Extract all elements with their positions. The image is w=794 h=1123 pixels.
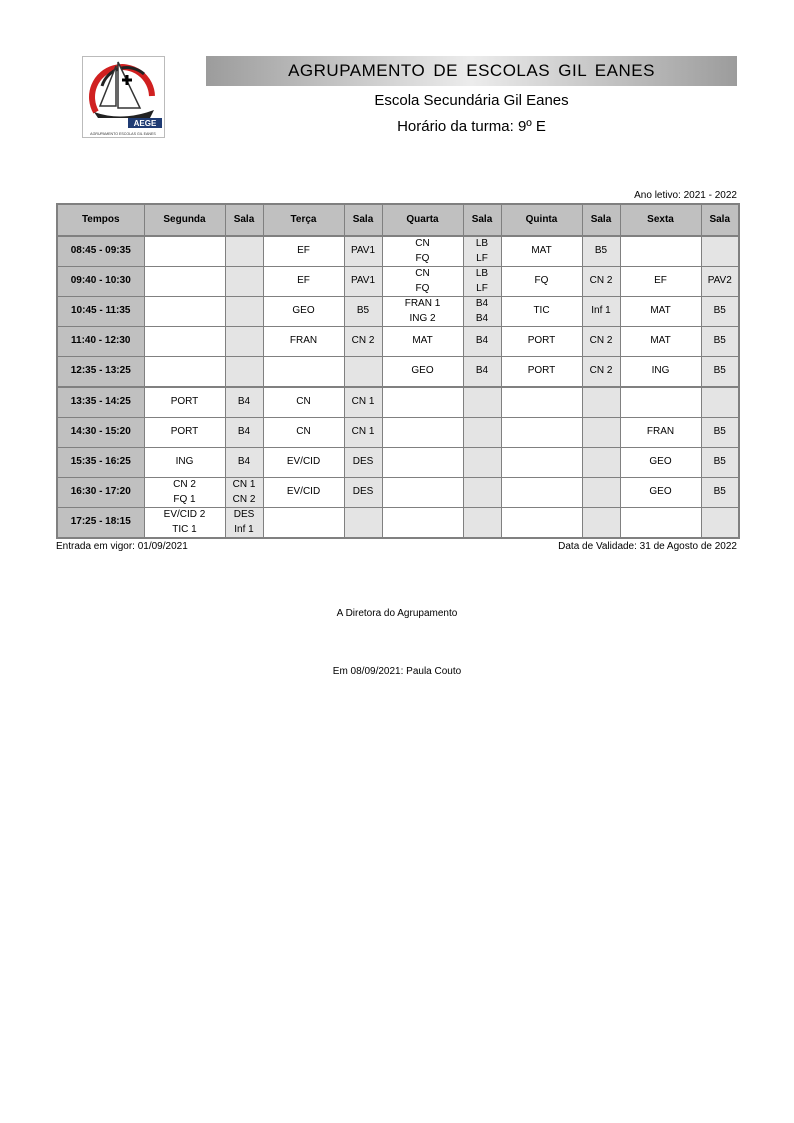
time-slot: 11:40 - 12:30 <box>57 327 144 357</box>
room-cell: LB LF <box>463 267 501 297</box>
subject-cell <box>263 508 344 539</box>
subject-cell: EF <box>263 267 344 297</box>
subject-cell: ING <box>620 357 701 388</box>
subject-cell: EF <box>620 267 701 297</box>
subject-cell <box>501 508 582 539</box>
table-row <box>57 418 739 448</box>
room-cell: B5 <box>344 297 382 327</box>
time-slot: 17:25 - 18:15 <box>57 508 144 539</box>
room-cell: B4 <box>225 448 263 478</box>
room-cell: CN 2 <box>582 357 620 388</box>
time-slot: 10:45 - 11:35 <box>57 297 144 327</box>
table-row <box>57 387 739 418</box>
start-date: Entrada em vigor: 01/09/2021 <box>56 541 188 552</box>
column-header: Sala <box>582 204 620 236</box>
room-cell <box>701 236 739 267</box>
subject-cell <box>144 357 225 388</box>
subject-cell <box>144 236 225 267</box>
room-cell <box>582 508 620 539</box>
header-row <box>57 204 739 236</box>
room-cell <box>582 418 620 448</box>
subject-cell: MAT <box>620 297 701 327</box>
time-slot: 09:40 - 10:30 <box>57 267 144 297</box>
room-cell <box>225 357 263 388</box>
column-header: Quarta <box>382 204 463 236</box>
room-cell: B5 <box>582 236 620 267</box>
signature-line: Em 08/09/2021: Paula Couto <box>332 666 462 677</box>
room-cell: B5 <box>701 357 739 388</box>
room-cell: B5 <box>701 448 739 478</box>
subject-cell: EV/CID <box>263 478 344 508</box>
subject-cell: PORT <box>501 327 582 357</box>
subject-cell: CN 2 FQ 1 <box>144 478 225 508</box>
column-header: Terça <box>263 204 344 236</box>
room-cell: B5 <box>701 297 739 327</box>
subject-cell <box>501 448 582 478</box>
room-cell: B4 <box>225 387 263 418</box>
subject-cell <box>382 418 463 448</box>
subject-cell <box>144 297 225 327</box>
column-header: Sexta <box>620 204 701 236</box>
time-slot: 16:30 - 17:20 <box>57 478 144 508</box>
room-cell: CN 2 <box>582 267 620 297</box>
subject-cell: FRAN 1 ING 2 <box>382 297 463 327</box>
room-cell: B5 <box>701 418 739 448</box>
room-cell <box>463 448 501 478</box>
room-cell: CN 1 <box>344 418 382 448</box>
room-cell: B4 B4 <box>463 297 501 327</box>
subject-cell: CN FQ <box>382 236 463 267</box>
column-header: Quinta <box>501 204 582 236</box>
column-header: Sala <box>701 204 739 236</box>
subject-cell: MAT <box>620 327 701 357</box>
room-cell <box>225 236 263 267</box>
subject-cell: EV/CID <box>263 448 344 478</box>
subject-cell <box>144 267 225 297</box>
room-cell: PAV1 <box>344 236 382 267</box>
logo-subtext: AGRUPAMENTO ESCOLAS GIL EANES <box>90 132 156 136</box>
room-cell <box>344 357 382 388</box>
subject-cell: GEO <box>263 297 344 327</box>
director-label: A Diretora do Agrupamento <box>336 608 458 619</box>
room-cell <box>701 387 739 418</box>
table-row <box>57 448 739 478</box>
room-cell <box>463 508 501 539</box>
subject-cell <box>620 508 701 539</box>
time-slot: 14:30 - 15:20 <box>57 418 144 448</box>
table-row <box>57 508 739 539</box>
room-cell: B4 <box>225 418 263 448</box>
room-cell: B5 <box>701 327 739 357</box>
school-year: Ano letivo: 2021 - 2022 <box>634 190 737 201</box>
room-cell <box>463 478 501 508</box>
subject-cell: CN <box>263 387 344 418</box>
column-header: Sala <box>225 204 263 236</box>
room-cell <box>463 418 501 448</box>
subject-cell: PORT <box>144 387 225 418</box>
subject-cell: PORT <box>501 357 582 388</box>
subject-cell: TIC <box>501 297 582 327</box>
room-cell <box>701 508 739 539</box>
subject-cell <box>501 418 582 448</box>
subject-cell: PORT <box>144 418 225 448</box>
room-cell: B4 <box>463 357 501 388</box>
subject-cell: MAT <box>382 327 463 357</box>
column-header: Segunda <box>144 204 225 236</box>
subject-cell: FRAN <box>620 418 701 448</box>
table-row <box>57 327 739 357</box>
time-slot: 13:35 - 14:25 <box>57 387 144 418</box>
room-cell: Inf 1 <box>582 297 620 327</box>
room-cell <box>463 387 501 418</box>
subject-cell: FQ <box>501 267 582 297</box>
room-cell: PAV1 <box>344 267 382 297</box>
room-cell <box>225 267 263 297</box>
column-header: Sala <box>344 204 382 236</box>
subject-cell: GEO <box>382 357 463 388</box>
table-row <box>57 267 739 297</box>
validity-date: Data de Validade: 31 de Agosto de 2022 <box>558 541 737 552</box>
room-cell <box>582 478 620 508</box>
column-header: Tempos <box>57 204 144 236</box>
subject-cell <box>382 387 463 418</box>
room-cell: DES <box>344 478 382 508</box>
subject-cell <box>382 448 463 478</box>
logo-text: AEGE <box>133 119 157 128</box>
subject-cell <box>620 387 701 418</box>
room-cell: CN 2 <box>344 327 382 357</box>
subject-cell: CN FQ <box>382 267 463 297</box>
time-slot: 15:35 - 16:25 <box>57 448 144 478</box>
table-row <box>57 236 739 267</box>
room-cell <box>582 448 620 478</box>
column-header: Sala <box>463 204 501 236</box>
subject-cell: EV/CID 2 TIC 1 <box>144 508 225 539</box>
room-cell: CN 1 <box>344 387 382 418</box>
school-name: Escola Secundária Gil Eanes <box>374 92 569 109</box>
subject-cell: CN <box>263 418 344 448</box>
subject-cell: GEO <box>620 478 701 508</box>
room-cell <box>582 387 620 418</box>
table-row <box>57 357 739 388</box>
subject-cell <box>620 236 701 267</box>
room-cell: CN 2 <box>582 327 620 357</box>
subject-cell <box>501 478 582 508</box>
room-cell <box>225 327 263 357</box>
time-slot: 12:35 - 13:25 <box>57 357 144 388</box>
room-cell <box>225 297 263 327</box>
class-label: Horário da turma: 9º E <box>397 118 546 135</box>
room-cell: B5 <box>701 478 739 508</box>
subject-cell <box>382 478 463 508</box>
subject-cell: GEO <box>620 448 701 478</box>
room-cell: PAV2 <box>701 267 739 297</box>
room-cell: CN 1 CN 2 <box>225 478 263 508</box>
subject-cell: EF <box>263 236 344 267</box>
subject-cell <box>263 357 344 388</box>
table-row <box>57 478 739 508</box>
time-slot: 08:45 - 09:35 <box>57 236 144 267</box>
subject-cell <box>501 387 582 418</box>
schedule-table <box>56 203 740 539</box>
school-logo <box>82 56 165 138</box>
room-cell <box>344 508 382 539</box>
table-row <box>57 297 739 327</box>
subject-cell: ING <box>144 448 225 478</box>
room-cell: DES <box>344 448 382 478</box>
subject-cell <box>144 327 225 357</box>
room-cell: DES Inf 1 <box>225 508 263 539</box>
subject-cell <box>382 508 463 539</box>
subject-cell: MAT <box>501 236 582 267</box>
room-cell: B4 <box>463 327 501 357</box>
room-cell: LB LF <box>463 236 501 267</box>
page-title: AGRUPAMENTO DE ESCOLAS GIL EANES <box>206 56 737 86</box>
subject-cell: FRAN <box>263 327 344 357</box>
